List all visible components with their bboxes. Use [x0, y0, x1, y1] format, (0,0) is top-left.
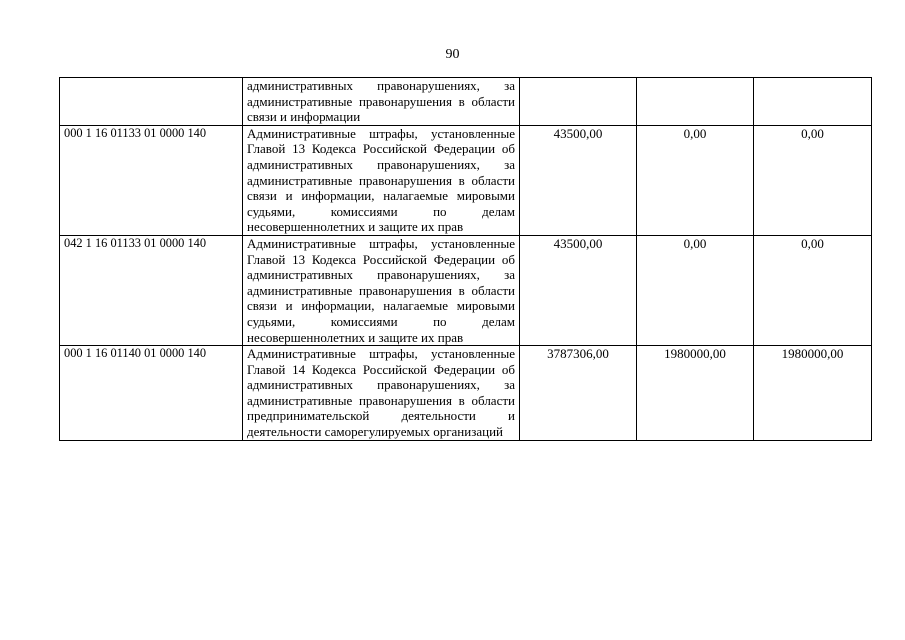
budget-revenue-table	[59, 77, 872, 441]
amount-cell-3: 0,00	[754, 125, 872, 235]
amount-cell-1: 43500,00	[520, 235, 637, 345]
amount-cell-1	[520, 78, 637, 126]
table-row	[60, 125, 872, 235]
revenue-description-cell: административных правонарушениях, за административные правонарушения в области связи и информации	[243, 78, 520, 126]
revenue-code-cell	[60, 78, 243, 126]
table-row	[60, 78, 872, 126]
revenue-code-cell: 042 1 16 01133 01 0000 140	[60, 235, 243, 345]
amount-cell-3: 1980000,00	[754, 346, 872, 441]
revenue-description-cell: Административные штрафы, установленные Главой 13 Кодекса Российской Федерации об административных правонарушениях, за административные правонарушения в области связи и информации, налагаемые мировыми судьями, комиссиями по делам несовершеннолетних и защите их прав	[243, 235, 520, 345]
amount-cell-1: 3787306,00	[520, 346, 637, 441]
revenue-description-cell: Административные штрафы, установленные Главой 14 Кодекса Российской Федерации об административных правонарушениях, за административные правонарушения в области предпринимательской деятельности и деятельности саморегулируемых организаций	[243, 346, 520, 441]
table-row	[60, 235, 872, 345]
amount-cell-2	[637, 78, 754, 126]
amount-cell-1: 43500,00	[520, 125, 637, 235]
revenue-code-cell: 000 1 16 01140 01 0000 140	[60, 346, 243, 441]
table-row	[60, 346, 872, 441]
amount-cell-3	[754, 78, 872, 126]
amount-cell-2: 0,00	[637, 125, 754, 235]
revenue-code-cell: 000 1 16 01133 01 0000 140	[60, 125, 243, 235]
page-number: 90	[445, 47, 460, 62]
revenue-description-cell: Административные штрафы, установленные Главой 13 Кодекса Российской Федерации об административных правонарушениях, за административные правонарушения в области связи и информации, налагаемые мировыми судьями, комиссиями по делам несовершеннолетних и защите их прав	[243, 125, 520, 235]
amount-cell-2: 0,00	[637, 235, 754, 345]
amount-cell-3: 0,00	[754, 235, 872, 345]
amount-cell-2: 1980000,00	[637, 346, 754, 441]
